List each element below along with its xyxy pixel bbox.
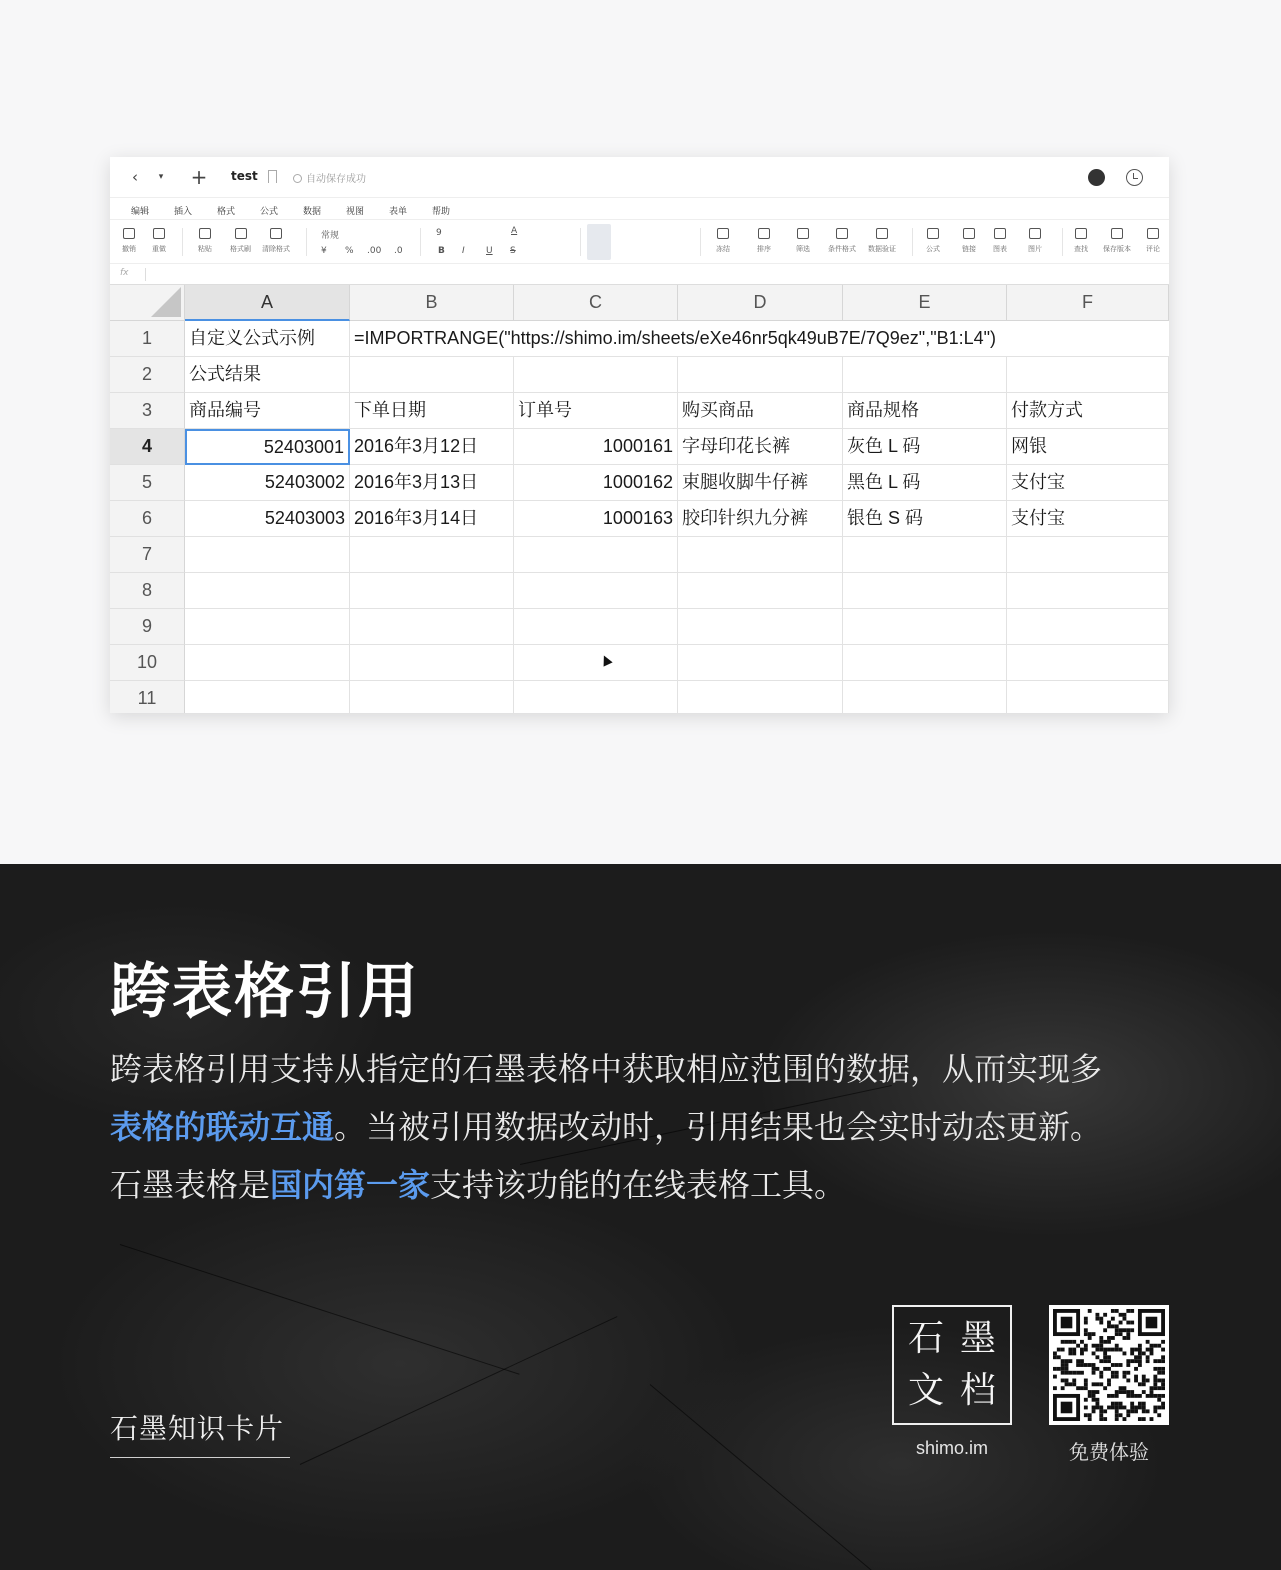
comment-icon (1147, 228, 1159, 239)
qr-caption: 免费体验 (1069, 1440, 1149, 1464)
save-version-icon (1111, 228, 1123, 239)
underline-button[interactable]: U (486, 246, 493, 256)
empty-cell[interactable] (1007, 537, 1169, 573)
cell-b5[interactable]: 2016年3月13日 (350, 465, 514, 501)
chart-icon (994, 228, 1006, 239)
menu-format[interactable]: 格式 (217, 207, 236, 217)
row-header-2[interactable]: 2 (110, 357, 185, 393)
toolbar-divider (580, 228, 581, 256)
cell-c4[interactable]: 1000161 (514, 429, 678, 465)
cell-a2[interactable]: 公式结果 (185, 357, 350, 393)
clear-format-button[interactable]: 清除格式 (262, 228, 290, 254)
cell-d4[interactable]: 字母印花长裤 (678, 429, 843, 465)
number-format-select[interactable]: 常规 (321, 231, 340, 241)
filter-button[interactable]: 筛选 (796, 228, 810, 254)
align-left-button[interactable] (587, 224, 611, 260)
conditional-format-icon (836, 228, 848, 239)
menu-insert[interactable]: 插入 (174, 207, 193, 217)
cell-c6[interactable]: 1000163 (514, 501, 678, 537)
cell-b3[interactable]: 下单日期 (350, 393, 514, 429)
toolbar-divider (182, 228, 183, 256)
validation-icon (876, 228, 888, 239)
freeze-button[interactable]: 冻结 (716, 228, 730, 254)
toolbar-divider (420, 228, 421, 256)
conditional-format-button[interactable]: 条件格式 (828, 228, 856, 254)
data-validation-button[interactable]: 数据验证 (868, 228, 896, 254)
caret-down-icon: ▾ (158, 172, 164, 182)
row-header-10[interactable]: 10 (110, 645, 185, 681)
empty-cell[interactable] (843, 537, 1007, 573)
toolbar-divider (700, 228, 701, 256)
filter-icon (797, 228, 809, 239)
find-button[interactable]: 查找 (1074, 228, 1088, 254)
logo-url: shimo.im (915, 1438, 988, 1458)
empty-cell[interactable] (350, 357, 514, 393)
sort-icon (758, 228, 770, 239)
sigma-icon (927, 228, 939, 239)
formula-bar-divider (145, 268, 146, 281)
new-doc-button[interactable] (188, 166, 210, 188)
cell-c3[interactable]: 订单号 (514, 393, 678, 429)
row-header-5[interactable]: 5 (110, 465, 185, 501)
column-header-b[interactable]: B (350, 285, 514, 321)
bold-button[interactable]: B (438, 246, 445, 256)
cell-e5[interactable]: 黑色 L 码 (843, 465, 1007, 501)
description-line-2: 表格的联动互通。当被引用数据改动时，引用结果也会实时动态更新。 (110, 1108, 1103, 1146)
chevron-left-icon: ‹ (132, 168, 138, 186)
cell-f5[interactable]: 支付宝 (1007, 465, 1169, 501)
empty-cell[interactable] (678, 609, 843, 645)
texture-crack (650, 1384, 880, 1570)
format-painter-button[interactable]: 格式刷 (230, 228, 251, 254)
nav-dropdown-button[interactable] (150, 166, 172, 188)
empty-cell[interactable] (350, 537, 514, 573)
cell-a1[interactable]: 自定义公式示例 (185, 321, 350, 357)
texture-crack (300, 1316, 618, 1465)
undo-button[interactable]: 撤销 (122, 228, 136, 254)
column-header-d[interactable]: D (678, 285, 843, 321)
font-size-select[interactable]: 9 (436, 228, 442, 238)
eraser-icon (270, 228, 282, 239)
row-header-1[interactable]: 1 (110, 321, 185, 357)
qr-code[interactable] (1049, 1305, 1169, 1425)
empty-cell[interactable] (1007, 357, 1169, 393)
menu-data[interactable]: 数据 (303, 207, 322, 217)
image-icon (1029, 228, 1041, 239)
paste-icon (199, 228, 211, 239)
cell-f4[interactable]: 网银 (1007, 429, 1169, 465)
empty-cell[interactable] (678, 573, 843, 609)
undo-icon (123, 228, 135, 239)
texture-crack (120, 1244, 520, 1375)
row-header-3[interactable]: 3 (110, 393, 185, 429)
empty-cell[interactable] (514, 681, 678, 713)
format-painter-icon (235, 228, 247, 239)
empty-cell[interactable] (350, 645, 514, 681)
formula-button[interactable]: 公式 (926, 228, 940, 254)
strikethrough-button[interactable]: S (510, 246, 516, 256)
empty-cell[interactable] (514, 357, 678, 393)
toolbar-divider (306, 228, 307, 256)
cell-a6[interactable]: 52403003 (185, 501, 350, 537)
empty-cell[interactable] (1007, 681, 1169, 713)
save-status: 自动保存成功 (293, 170, 366, 185)
italic-button[interactable]: I (462, 246, 465, 256)
empty-cell[interactable] (843, 681, 1007, 713)
decimal-decrease-button[interactable]: .0 (394, 246, 403, 256)
redo-icon (153, 228, 165, 239)
empty-cell[interactable] (678, 645, 843, 681)
save-version-button[interactable]: 保存版本 (1103, 228, 1131, 254)
column-header-c[interactable]: C (514, 285, 678, 321)
cell-d5[interactable]: 束腿收脚牛仔裤 (678, 465, 843, 501)
cell-c5[interactable]: 1000162 (514, 465, 678, 501)
highlight-linked-tables: 表格的联动互通 (110, 1108, 335, 1146)
spreadsheet-window (110, 157, 1169, 713)
cell-e6[interactable]: 银色 S 码 (843, 501, 1007, 537)
empty-cell[interactable] (350, 681, 514, 713)
card-heading: 跨表格引用 (110, 957, 420, 1027)
image-button[interactable]: 图片 (1028, 228, 1042, 254)
empty-cell[interactable] (185, 681, 350, 713)
description-line-1: 跨表格引用支持从指定的石墨表格中获取相应范围的数据，从而实现多 (110, 1050, 1103, 1088)
comment-button[interactable]: 评论 (1146, 228, 1160, 254)
check-circle-icon (293, 174, 302, 183)
empty-cell[interactable] (1007, 645, 1169, 681)
empty-cell[interactable] (185, 573, 350, 609)
toolbar-divider (1062, 228, 1063, 256)
plus-icon: + (190, 165, 208, 189)
link-icon (963, 228, 975, 239)
sheet-grid (110, 285, 1169, 713)
column-header-a[interactable]: A (185, 285, 350, 321)
empty-cell[interactable] (843, 573, 1007, 609)
cell-b4[interactable]: 2016年3月12日 (350, 429, 514, 465)
percent-button[interactable]: % (345, 246, 354, 256)
menu-help[interactable]: 帮助 (432, 207, 451, 217)
back-button[interactable] (124, 166, 146, 188)
empty-cell[interactable] (185, 645, 350, 681)
empty-cell[interactable] (350, 573, 514, 609)
menu-edit[interactable]: 编辑 (131, 207, 150, 217)
cell-a5[interactable]: 52403002 (185, 465, 350, 501)
empty-cell[interactable] (843, 645, 1007, 681)
link-button[interactable]: 链接 (962, 228, 976, 254)
title-bar (110, 157, 1169, 197)
row-header-7[interactable]: 7 (110, 537, 185, 573)
fx-icon: fx (120, 268, 129, 278)
chart-button[interactable]: 图表 (993, 228, 1007, 254)
highlight-first-in-china: 国内第一家 (270, 1166, 431, 1204)
footer-underline (110, 1457, 290, 1458)
menu-bar (110, 197, 1169, 219)
menu-form[interactable]: 表单 (389, 207, 408, 217)
doc-title[interactable]: test (231, 169, 258, 183)
empty-cell[interactable] (678, 537, 843, 573)
empty-cell[interactable] (185, 609, 350, 645)
find-icon (1075, 228, 1087, 239)
empty-cell[interactable] (678, 357, 843, 393)
currency-button[interactable]: ¥ (321, 246, 327, 256)
history-icon[interactable] (1126, 169, 1143, 186)
empty-cell[interactable] (514, 573, 678, 609)
menu-view[interactable]: 视图 (346, 207, 365, 217)
avatar[interactable] (1088, 169, 1105, 186)
freeze-icon (717, 228, 729, 239)
empty-cell[interactable] (514, 609, 678, 645)
empty-cell[interactable] (350, 609, 514, 645)
cell-b1[interactable]: =IMPORTRANGE("https://shimo.im/sheets/eXe46nr5qk49uB7E/7Q9ez","B1:L4") (350, 321, 1169, 357)
empty-cell[interactable] (843, 609, 1007, 645)
empty-cell[interactable] (1007, 573, 1169, 609)
paste-button[interactable]: 粘贴 (198, 228, 212, 254)
row-header-9[interactable]: 9 (110, 609, 185, 645)
bookmark-icon[interactable] (268, 170, 277, 183)
row-header-6[interactable]: 6 (110, 501, 185, 537)
description-line-3: 石墨表格是国内第一家支持该功能的在线表格工具。 (110, 1166, 847, 1204)
select-all-corner[interactable] (110, 285, 185, 321)
cell-e4[interactable]: 灰色 L 码 (843, 429, 1007, 465)
footer-label: 石墨知识卡片 (110, 1412, 285, 1445)
cell-a4[interactable]: 52403001 (185, 429, 350, 465)
redo-button[interactable]: 重做 (152, 228, 166, 254)
row-header-8[interactable]: 8 (110, 573, 185, 609)
cell-b6[interactable]: 2016年3月14日 (350, 501, 514, 537)
empty-cell[interactable] (1007, 609, 1169, 645)
cell-e3[interactable]: 商品规格 (843, 393, 1007, 429)
row-header-4[interactable]: 4 (110, 429, 185, 465)
cell-f3[interactable]: 付款方式 (1007, 393, 1169, 429)
qr-code-icon (1053, 1309, 1165, 1421)
empty-cell[interactable] (185, 537, 350, 573)
empty-cell[interactable] (514, 645, 678, 681)
row-header-11[interactable]: 11 (110, 681, 185, 713)
menu-formula[interactable]: 公式 (260, 207, 279, 217)
cell-a3[interactable]: 商品编号 (185, 393, 350, 429)
empty-cell[interactable] (843, 357, 1007, 393)
empty-cell[interactable] (678, 681, 843, 713)
column-header-e[interactable]: E (843, 285, 1007, 321)
empty-cell[interactable] (514, 537, 678, 573)
formula-bar (110, 263, 1169, 285)
decimal-increase-button[interactable]: .00 (367, 246, 382, 256)
cell-d3[interactable]: 购买商品 (678, 393, 843, 429)
column-header-f[interactable]: F (1007, 285, 1169, 321)
toolbar-divider (912, 228, 913, 256)
toolbar (110, 219, 1169, 263)
knowledge-card (0, 864, 1281, 1570)
text-color-button[interactable]: A (511, 226, 518, 236)
cell-d6[interactable]: 胶印针织九分裤 (678, 501, 843, 537)
card-description (110, 1040, 1180, 1214)
cell-f6[interactable]: 支付宝 (1007, 501, 1169, 537)
shimo-logo: 石 墨 文 档 (892, 1305, 1012, 1425)
sort-button[interactable]: 排序 (757, 228, 771, 254)
